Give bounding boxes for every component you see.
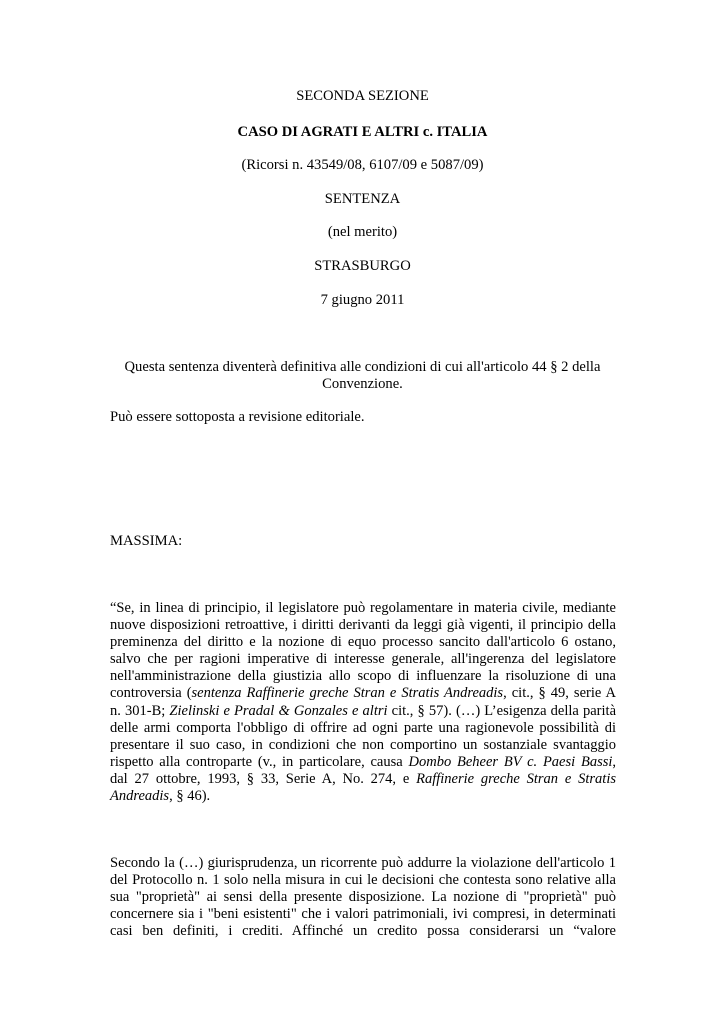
- paragraph-line: concernere sia i "beni esistenti" che i valori patrimoniali, ivi compresi, in determinati: [110, 906, 616, 923]
- editorial-notice: Può essere sottoposta a revisione editoriale.: [110, 409, 365, 425]
- paragraph-line: salvo che per ragioni imperative di interesse generale, all'ingerenza del legislatore: [110, 651, 616, 668]
- case-citation: Andreadis: [110, 788, 170, 805]
- paragraph-line: preminenza del diritto e la nozione di equo processo sancito dall'articolo 6 ostano,: [110, 634, 616, 651]
- case-citation: Raffinerie greche Stran e Stratis: [416, 770, 616, 787]
- paragraph-line: sua "proprietà" ai sensi della presente disposizione. La nozione di "proprietà" può: [110, 889, 616, 906]
- case-citation: sentenza Raffinerie greche Stran e Stratis Andreadis: [191, 685, 504, 702]
- place-label: STRASBURGO: [314, 258, 411, 274]
- text-segment: controversia (: [110, 685, 192, 702]
- paragraph-line: nuove disposizioni retroattive, i diritti derivanti da leggi già vigenti, il principio della: [110, 617, 616, 634]
- application-numbers: (Ricorsi n. 43549/08, 6107/09 e 5087/09): [241, 157, 484, 173]
- paragraph-line: nell'amministrazione della giustizia allo scopo di influenzare la risoluzione di una: [110, 668, 616, 685]
- paragraph-line: Secondo la (…) giurisprudenza, un ricorrente può addurre la violazione dell'articolo 1: [110, 855, 616, 871]
- jurisprudence-paragraph: [110, 855, 616, 940]
- paragraph-line: [110, 685, 616, 702]
- judgment-date: 7 giugno 2011: [320, 292, 405, 308]
- finality-notice: Questa sentenza diventerà definitiva alle condizioni di cui all'articolo 44 § 2 della Convenzione.: [124, 359, 601, 392]
- text-segment: n. 301-B;: [110, 702, 170, 719]
- paragraph-line: del Protocollo n. 1 solo nella misura in cui le decisioni che contesta sono relative alla: [110, 872, 616, 889]
- text-segment: , cit., § 49, serie A: [503, 685, 617, 702]
- paragraph-line: delle armi comporta l'obbligo di offrire ad ogni parte una ragionevole possibilità di: [110, 719, 616, 736]
- paragraph-line: casi ben definiti, i crediti. Affinché un credito possa considerarsi un “valore: [110, 923, 616, 940]
- paragraph-line: [110, 703, 616, 720]
- paragraph-line: presentare il suo caso, in condizioni che non comportino un sostanziale svantaggio: [110, 736, 616, 753]
- case-citation: Dombo Beheer BV c. Paesi Bassi: [408, 753, 613, 770]
- paragraph-line: [110, 788, 616, 805]
- massima-paragraph: [110, 600, 616, 805]
- text-segment: , § 46).: [169, 788, 211, 805]
- paragraph-line: [110, 771, 616, 788]
- paragraph-line: [110, 754, 616, 771]
- merits-label: (nel merito): [327, 224, 398, 240]
- text-segment: cit., § 57). (…) L’esigenza della parità: [387, 702, 617, 719]
- massima-heading: MASSIMA:: [110, 533, 183, 549]
- text-segment: ,: [612, 753, 617, 770]
- case-title: CASO DI AGRATI E ALTRI c. ITALIA: [237, 124, 488, 140]
- case-citation: Zielinski e Pradal & Gonzales e altri: [169, 702, 388, 719]
- text-segment: dal 27 ottobre, 1993, § 33, Serie A, No. 274, e: [110, 770, 417, 787]
- section-heading: SECONDA SEZIONE: [296, 88, 429, 104]
- text-segment: rispetto alla controparte (v., in particolare, causa: [110, 753, 409, 770]
- judgment-label: SENTENZA: [324, 191, 401, 207]
- paragraph-line: “Se, in linea di principio, il legislatore può regolamentare in materia civile, mediante: [110, 600, 616, 616]
